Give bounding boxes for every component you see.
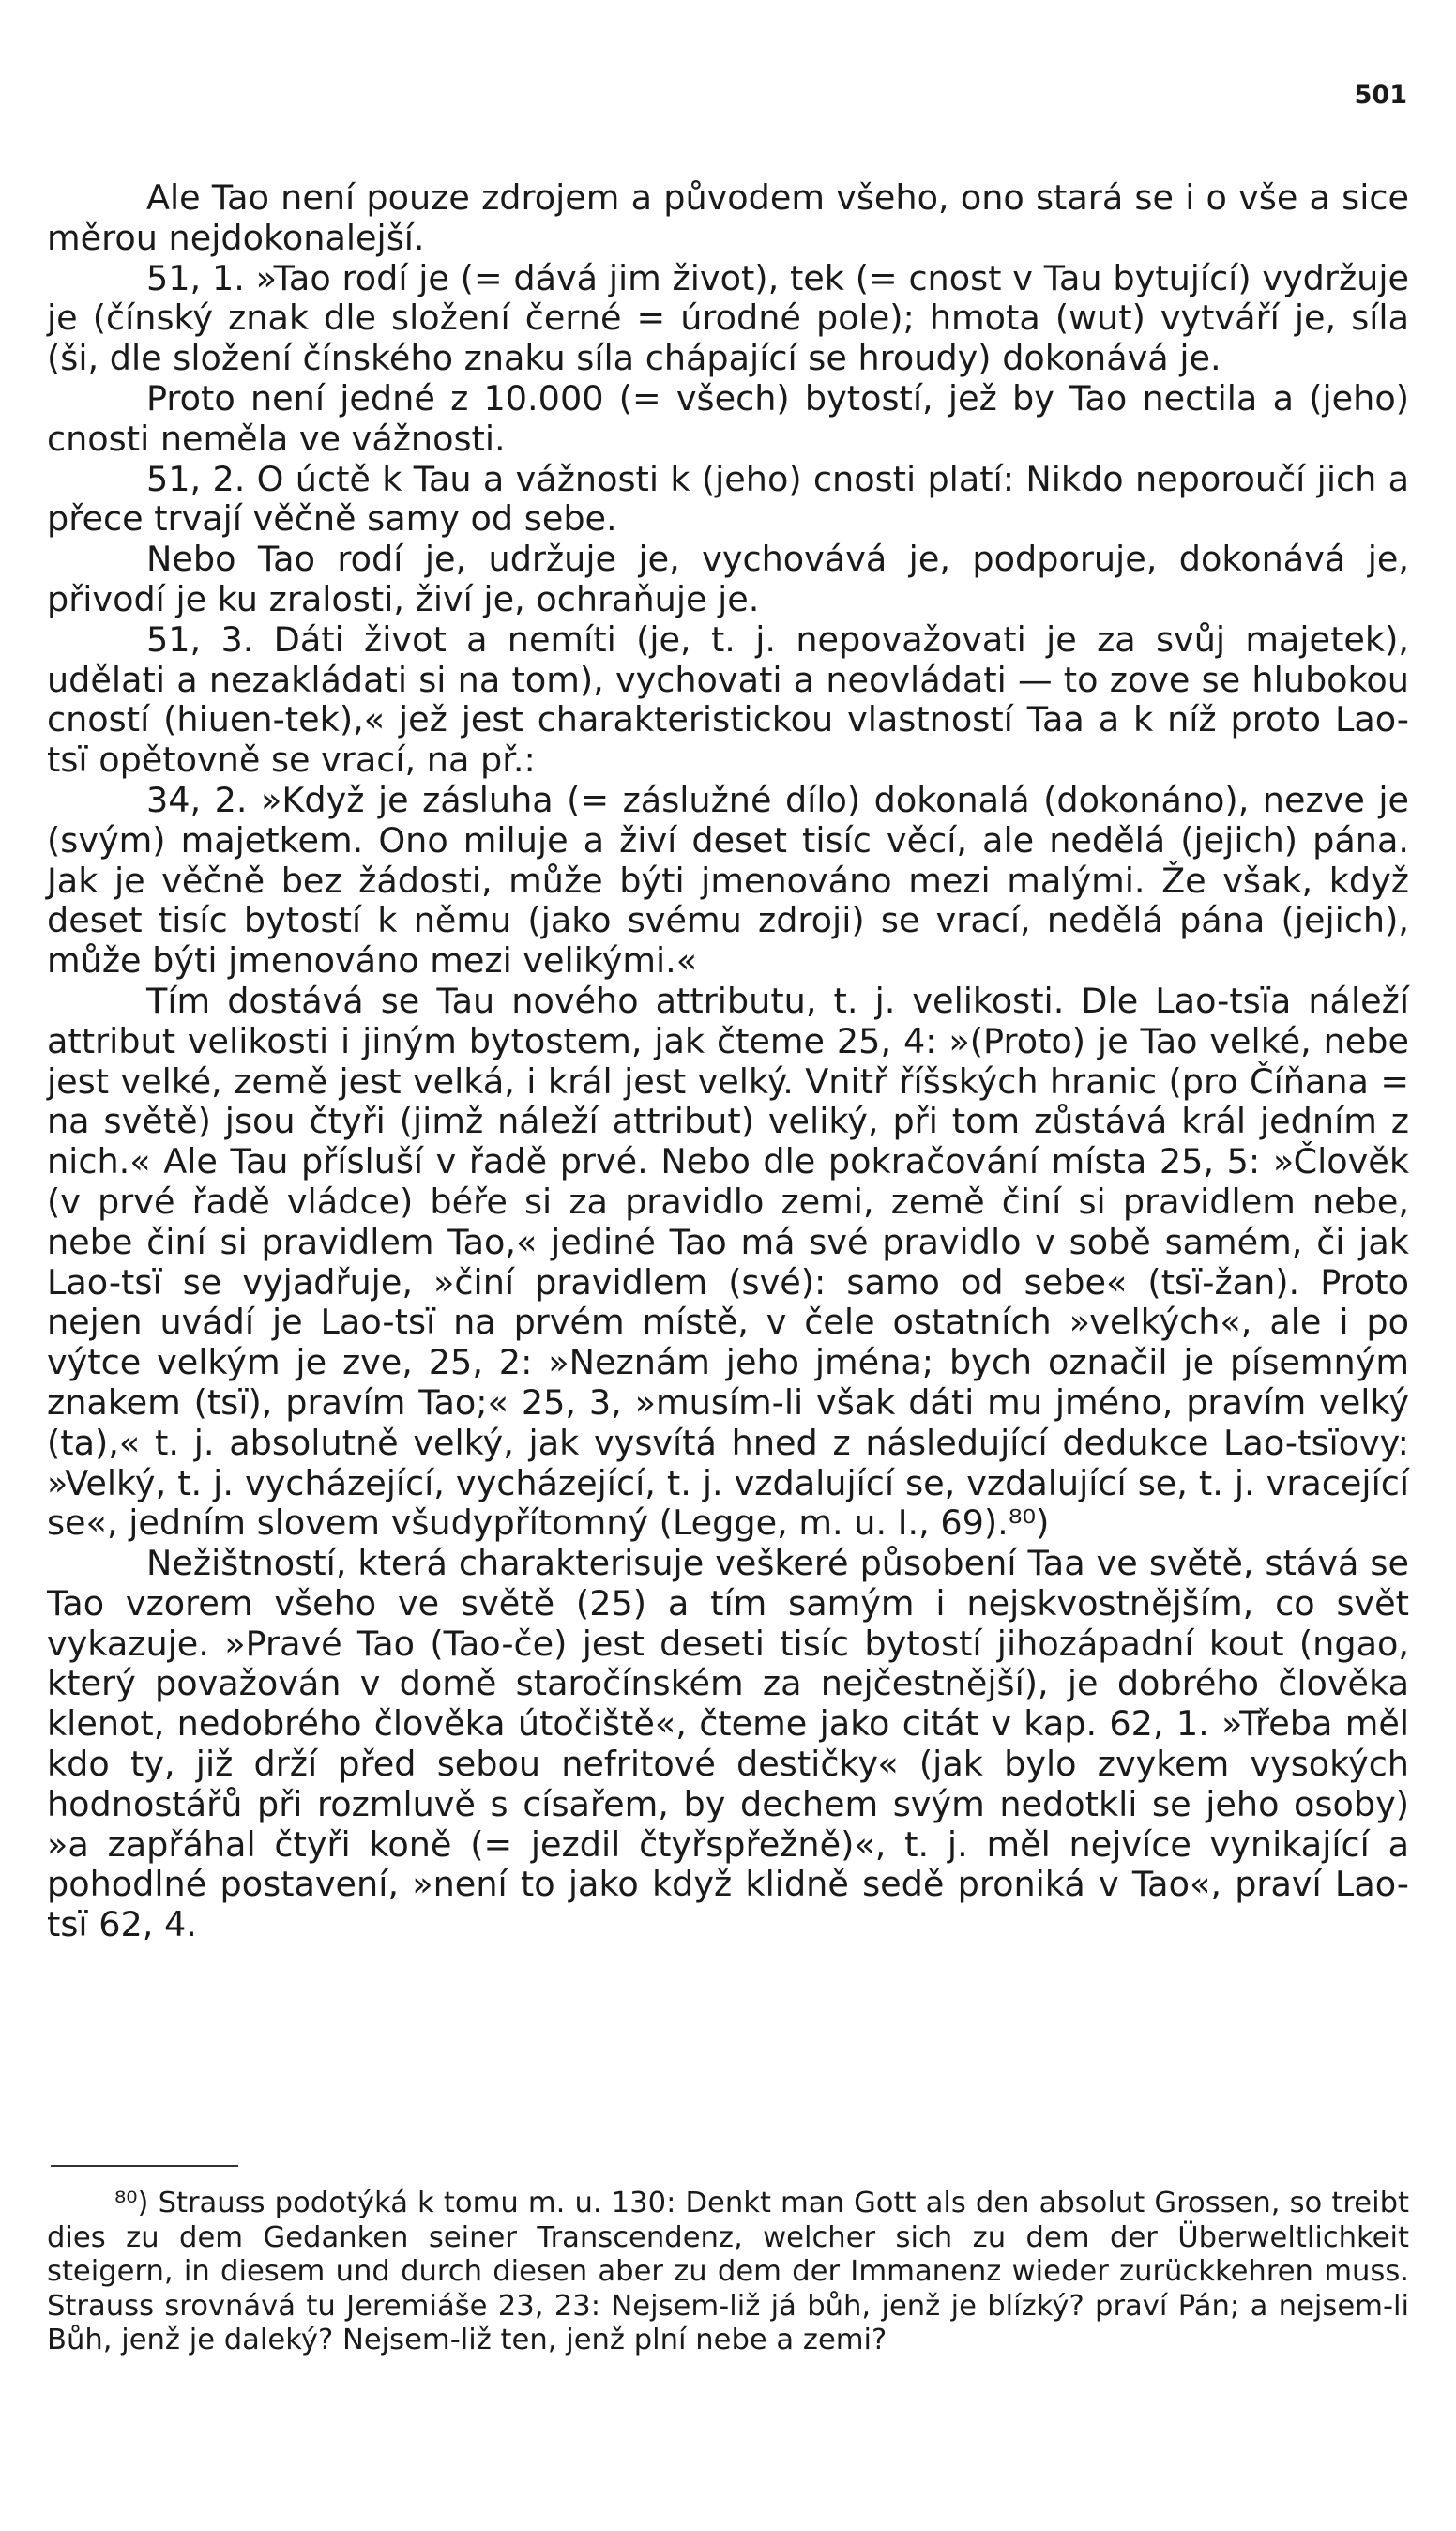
footnote-paragraph [47,2187,1409,2358]
page-number: 501 [1354,81,1407,110]
footnote [47,2187,1409,2358]
paragraph: 51, 1. »Tao rodí je (= dává jim život), tek (= cnost v Tau bytující) vydržuje je (čínský znak dle složení černé = úrodné pole); hmota (wut) vytváří je, síla (ši, dle složení čínského znaku síla chápající se hroudy) dokonává je. [47,257,1409,379]
paragraph: 34, 2. »Když je zásluha (= záslužné dílo) dokonalá (dokonáno), nezve je (svým) majetkem. Ono miluje a živí deset tisíc věcí, ale nedělá (jejich) pána. Jak je věčně bez žádosti, může býti jmenováno mezi malými. Že však, když deset tisíc bytostí k němu (jako svému zdroji) se vrací, nedělá pána (jejich), může býti jmenováno mezi velikými.« [47,779,1409,982]
paragraph: 51, 2. O úctě k Tau a vážnosti k (jeho) cnosti platí: Nikdo neporoučí jich a přece trvají věčně samy od sebe. [47,458,1409,540]
paragraph: Tím dostává se Tau nového attributu, t. j. velikosti. Dle Lao-tsïa náleží attribut velikosti i jiným bytostem, jak čteme 25, 4: »(Proto) je Tao velké, nebe jest velké, země jest velká, i král jest velký. Vnitř říšských hranic (pro Číňana = na světě) jsou čtyři (jimž náleží attribut) veliký, při tom zůstává král jedním z nich.« Ale Tau přísluší v řadě prvé. Nebo dle pokračování místa 25, 5: »Člověk (v prvé řadě vládce) béře si za pravidlo zemi, země činí si pravidlem nebe, nebe činí si pravidlem Tao,« jediné Tao má své pravidlo v sobě samém, či jak Lao-tsï se vyjadřuje, »činí pravidlem (své): samo od sebe« (tsï-žan). Proto nejen uvádí je Lao-tsï na prvém místě, v čele ostatních »velkých«, ale i po výtce velkým je zve, 25, 2: »Neznám jeho jména; bych označil je písemným znakem (tsï), pravím Tao;« 25, 3, »musím-li však dáti mu jméno, pravím velký (ta),« t. j. absolutně velký, jak vysvítá hned z následující dedukce Lao-tsïovy: »Velký, t. j. vycházející, vycházející, t. j. vzdalující se, vzdalující se, t. j. vracející se«, jedním slovem všudypřítomný (Legge, m. u. I., 69).⁸⁰) [47,980,1409,1544]
main-text [47,178,1409,1945]
paragraph: Nebo Tao rodí je, udržuje je, vychovává je, podporuje, dokonává je, přivodí je ku zralosti, živí je, ochraňuje je. [47,539,1409,619]
paragraph: Proto není jedné z 10.000 (= všech) bytostí, jež by Tao nectila a (jeho) cnosti neměla ve vážnosti. [47,377,1409,459]
footnote-text: Strauss podotýká k tomu m. u. 130: Denkt man Gott als den absolut Grossen, so treibt dies zu dem Gedanken seiner Transcendenz, welcher sich zu dem der Überweltlichkeit steigern, in diesem und durch diesen aber zu dem der Immanenz wieder zurückkehren muss. Strauss srovnává tu Jeremiáše 23, 23: Nejsem-liž já bůh, jenž je blízký? praví Pán; a nejsem-li Bůh, jenž je daleký? Nejsem-liž ten, jenž plní nebe a zemi? [47,2187,1409,2357]
footnote-marker: ⁸⁰) [114,2187,149,2219]
paragraph: Ale Tao není pouze zdrojem a původem všeho, ono stará se i o vše a sice měrou nejdokonalejší. [47,177,1409,258]
paragraph: Nežištností, která charakterisuje veškeré působení Taa ve světě, stává se Tao vzorem všeho ve světě (25) a tím samým i nejskvostnějším, co svět vykazuje. »Pravé Tao (Tao-če) jest deseti tisíc bytostí jihozápadní kout (ngao, který považován v domě staročínském za nejčestnější), je dobrého člověka klenot, nedobrého člověka útočiště«, čteme jako citát v kap. 62, 1. »Třeba měl kdo ty, již drží před sebou nefritové destičky« (jak bylo zvykem vysokých hodnostářů při rozmluvě s císařem, by dechem svým nedotkli se jeho osoby) »a zapřáhal čtyři koně (= jezdil čtyřspřežně)«, t. j. měl nejvíce vynikající a pohodlné postavení, »není to jako když klidně sedě proniká v Tao«, praví Lao-tsï 62, 4. [47,1543,1409,1945]
paragraph: 51, 3. Dáti život a nemíti (je, t. j. nepovažovati je za svůj majetek), udělati a nezakládati si na tom), vychovati a neovládati — to zove se hlubokou cností (hiuen-tek),« jež jest charakteristickou vlastností Taa a k níž proto Lao-tsï opětovně se vrací, na př.: [47,618,1409,781]
footnote-divider [51,2165,238,2167]
